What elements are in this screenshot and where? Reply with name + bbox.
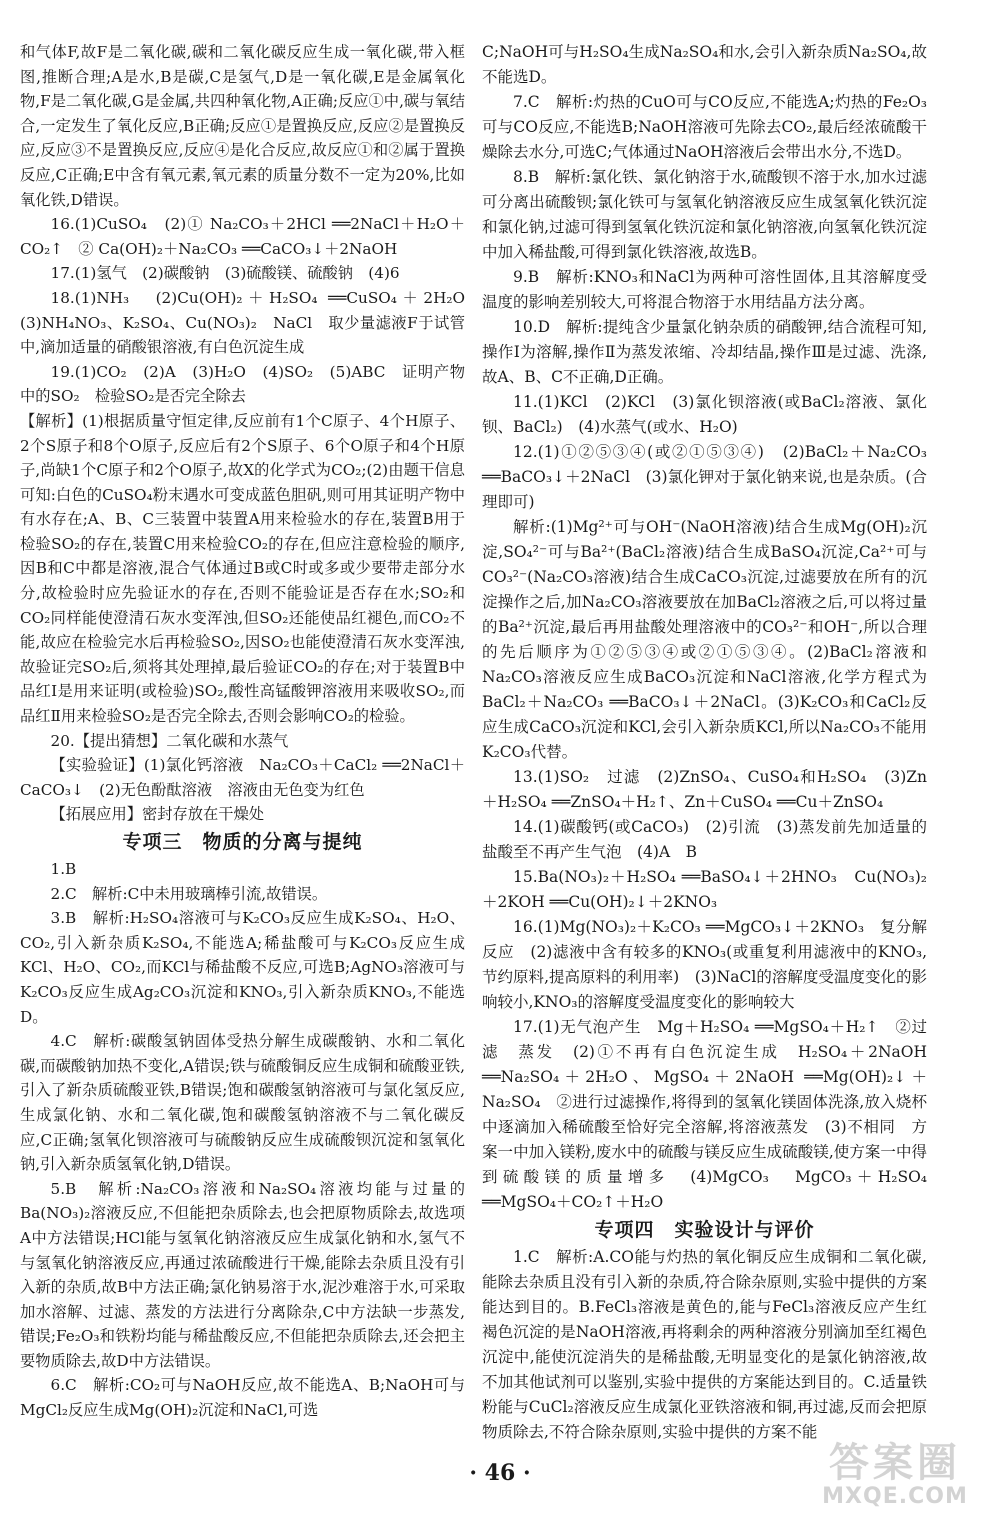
answer-paragraph: 4.C 解析:碳酸氢钠固体受热分解生成碳酸钠、水和二氧化碳,而碳酸钠加热不变化,A错误;铁与硫酸铜反应生成铜和硫酸亚铁,引入了新杂质硫酸亚铁,B错误;饱和碳酸氢钠溶液可与氯化氢反应,生成氯化钠、水和二氧化碳,饱和碳酸氢钠溶液不与二氧化碳反应,C正确;氢氧化钡溶液可与硫酸钠反应生成硫酸钡沉淀和氢氧化钠,引入新杂质氢氧化钠,D错误。 (20, 1032, 465, 1174)
answer-paragraph: 和气体F,故F是二氧化碳,碳和二氧化碳反应生成一氧化碳,带入框图,推断合理;A是水,B是碳,C是氢气,D是一氧化碳,E是金属氧化物,F是二氧化碳,G是金属,共四种氧化物,A正确;反应①中,碳与氧结合,一定发生了氧化反应,B正确;反应①是置换反应,反应②是置换反应,反应③不是置换反应,反应④是化合反应,故反应①和②属于置换反应,C正确;E中含有氧元素,氧元素的质量分数不一定为20%,比如氧化铁,D错误。 (20, 43, 465, 209)
answer-paragraph: 9.B 解析:KNO₃和NaCl为两种可溶性固体,且其溶解度受温度的影响差别较大,可将混合物溶于水用结晶方法分离。 (482, 268, 927, 311)
answer-paragraph: 10.D 解析:提纯含少量氯化钠杂质的硝酸钾,结合流程可知,操作Ⅰ为溶解,操作Ⅱ为蒸发浓缩、冷却结晶,操作Ⅲ是过滤、洗涤,故A、B、C不正确,D正确。 (482, 318, 927, 386)
answer-paragraph: 11.(1)KCl (2)KCl (3)氯化钡溶液(或BaCl₂溶液、氯化钡、BaCl₂) (4)水蒸气(或水、H₂O) (482, 393, 927, 436)
answer-paragraph: 1.C 解析:A.CO能与灼热的氧化铜反应生成铜和二氧化碳,能除去杂质且没有引入新的杂质,符合除杂原则,实验中提供的方案能达到目的。B.FeCl₃溶液是黄色的,能与FeCl₃溶液反应产生红褐色沉淀的是NaOH溶液,再将剩余的两种溶液分别滴加至红褐色沉淀中,能使沉淀消失的是稀盐酸,无明显变化的是氯化钠溶液,故不加其他试剂可以鉴别,实验中提供的方案能达到目的。C.适量铁粉能与CuCl₂溶液反应生成氯化亚铁溶液和铜,再过滤,反而会把原物质除去,不符合除杂原则,实验中提供的方案不能 (482, 1248, 927, 1441)
section-heading: 专项三 物质的分离与提纯 (122, 831, 363, 853)
answer-paragraph: C;NaOH可与H₂SO₄生成Na₂SO₄和水,会引入新杂质Na₂SO₄,故不能选D。 (482, 43, 927, 86)
answer-paragraph: 【解析】(1)根据质量守恒定律,反应前有1个C原子、4个H原子、2个S原子和8个O原子,反应后有2个S原子、6个O原子和4个H原子,尚缺1个C原子和2个O原子,故X的化学式为CO₂;(2)由题干信息可知:白色的CuSO₄粉末遇水可变成蓝色胆矾,则可用其证明产物中有水存在;A、B、C三装置中装置A用来检验水的存在,装置B用于检验SO₂的存在,装置C用来检验CO₂的存在,但应注意检验的顺序,因B和C中都是溶液,混合气体通过B或C时或多或少要带走部分水分,故检验时应先验证水的存在,否则不能验证是否存在水;SO₂和CO₂同样能使澄清石灰水变浑浊,但SO₂还能使品红褪色,而CO₂不能,故应在检验完水后再检验SO₂,因SO₂也能使澄清石灰水变浑浊,故验证完SO₂后,须将其处理掉,最后验证CO₂的存在;对于装置B中品红Ⅰ是用来证明(或检验)SO₂,酸性高锰酸钾溶液用来吸收SO₂,而品红Ⅱ用来检验SO₂是否完全除去,否则会影响CO₂的检验。 (20, 411, 465, 726)
answer-paragraph: 2.C 解析:C中未用玻璃棒引流,故错误。 (50, 884, 328, 903)
answer-paragraph: 7.C 解析:灼热的CuO可与CO反应,不能选A;灼热的Fe₂O₃可与CO反应,不能选B;NaOH溶液可先除去CO₂,最后经浓硫酸干燥除去水分,可选C;气体通过NaOH溶液后会带出水分,不选D。 (482, 93, 927, 161)
answer-paragraph: 5.B 解析:Na₂CO₃溶液和Na₂SO₄溶液均能与过量的Ba(NO₃)₂溶液反应,不但能把杂质除去,也会把原物质除去,故选项A中方法错误;HCl能与氢氧化钠溶液反应生成氯化钠和水,氢气不与氢氧化钠溶液反应,再通过浓硫酸进行干燥,能除去杂质且没有引入新的杂质,故B中方法正确;氯化钠易溶于水,泥沙难溶于水,可采取加水溶解、过滤、蒸发的方法进行分离除杂,C中方法缺一步蒸发,错误;Fe₂O₃和铁粉均能与稀盐酸反应,不但能把杂质除去,还会把主要物质除去,故D中方法错误。 (20, 1179, 465, 1370)
answer-paragraph: 8.B 解析:氯化铁、氯化钠溶于水,硫酸钡不溶于水,加水过滤可分离出硫酸钡;氯化铁可与氢氧化钠溶液反应生成氢氧化铁沉淀和氯化钠,过滤可得到氢氧化铁沉淀和氯化钠溶液,向氢氧化铁沉淀中加入稀盐酸,可得到氯化铁溶液,故选B。 (482, 168, 927, 261)
answer-paragraph: 12.(1)①②⑤③④(或②①⑤③④) (2)BaCl₂＋Na₂CO₃ ══BaCO₃↓＋2NaCl (3)氯化钾对于氯化钠来说,也是杂质。(合理即可) (482, 443, 927, 511)
answer-paragraph: 3.B 解析:H₂SO₄溶液可与K₂CO₃反应生成K₂SO₄、H₂O、CO₂,引入新杂质K₂SO₄,不能选A;稀盐酸可与K₂CO₃反应生成KCl、H₂O、CO₂,而KCl与稀盐酸不反应,可选B;AgNO₃溶液可与K₂CO₃反应生成Ag₂CO₃沉淀和KNO₃,引入新杂质KNO₃,不能选D。 (20, 909, 465, 1026)
section-heading: 专项四 实验设计与评价 (594, 1219, 815, 1241)
answer-paragraph: 解析:(1)Mg²⁺可与OH⁻(NaOH溶液)结合生成Mg(OH)₂沉淀,SO₄²⁻可与Ba²⁺(BaCl₂溶液)结合生成BaSO₄沉淀,Ca²⁺可与CO₃²⁻(Na₂CO₃溶液)结合生成CaCO₃沉淀,过滤要放在所有的沉淀操作之后,加Na₂CO₃溶液要放在加BaCl₂溶液之后,可以将过量的Ba²⁺沉淀,最后再用盐酸处理溶液中的CO₃²⁻和OH⁻,所以合理的先后顺序为①②⑤③④或②①⑤③④。(2)BaCl₂溶液和Na₂CO₃溶液反应生成BaCO₃沉淀和NaCl溶液,化学方程式为BaCl₂＋Na₂CO₃ ══BaCO₃↓＋2NaCl。(3)K₂CO₃和CaCl₂反应生成CaCO₃沉淀和KCl,会引入新杂质KCl,所以Na₂CO₃不能用K₂CO₃代替。 (482, 518, 927, 761)
answer-paragraph: 14.(1)碳酸钙(或CaCO₃) (2)引流 (3)蒸发前先加适量的盐酸至不再产生气泡 (4)A B (482, 818, 927, 861)
answer-paragraph: 18.(1)NH₃ (2)Cu(OH)₂＋H₂SO₄ ══CuSO₄＋2H₂O (3)NH₄NO₃、K₂SO₄、Cu(NO₃)₂ NaCl 取少量滤液F于试管中,滴加适量的硝酸银溶液,有白色沉淀生成 (20, 288, 481, 357)
watermark-logo (800, 1440, 990, 1516)
answer-paragraph: 16.(1)Mg(NO₃)₂＋K₂CO₃ ══MgCO₃↓＋2KNO₃ 复分解反应 (2)滤液中含有较多的KNO₃(或重复利用滤液中的KNO₃,节约原料,提高原料的利用率) (3)NaCl的溶解度受温度变化的影响较小,KNO₃的溶解度受温度变化的影响较大 (482, 918, 927, 1011)
right-column (482, 40, 927, 1445)
answer-paragraph: 15.Ba(NO₃)₂＋H₂SO₄ ══BaSO₄↓＋2HNO₃ Cu(NO₃)₂＋2KOH ══Cu(OH)₂↓＋2KNO₃ (482, 868, 927, 911)
answer-paragraph: 1.B (50, 860, 77, 878)
page-number: · 46 · (469, 1460, 531, 1486)
left-column (20, 40, 481, 1423)
answer-paragraph: 13.(1)SO₂ 过滤 (2)ZnSO₄、CuSO₄和H₂SO₄ (3)Zn＋H₂SO₄ ══ZnSO₄＋H₂↑、Zn＋CuSO₄ ══Cu＋ZnSO₄ (482, 768, 927, 811)
watermark-url: MXQE.COM (822, 1484, 968, 1509)
answer-paragraph: 17.(1)氢气 (2)碳酸钠 (3)硫酸镁、硫酸钠 (4)6 (50, 264, 400, 283)
answer-paragraph: 16.(1)CuSO₄ (2)① Na₂CO₃＋2HCl ══2NaCl＋H₂O＋CO₂↑ ② Ca(OH)₂＋Na₂CO₃ ══CaCO₃↓＋2NaOH (20, 215, 465, 258)
answer-paragraph: 【拓展应用】密封存放在干燥处 (50, 805, 264, 824)
answer-paragraph: 6.C 解析:CO₂可与NaOH反应,故不能选A、B;NaOH可与MgCl₂反应生成Mg(OH)₂沉淀和NaCl,可选 (20, 1376, 465, 1420)
answer-paragraph: 19.(1)CO₂ (2)A (3)H₂O (4)SO₂ (5)ABC 证明产物中的SO₂ 检验SO₂是否完全除去 (20, 362, 465, 406)
answer-paragraph: 20.【提出猜想】二氧化碳和水蒸气 (50, 731, 289, 750)
answer-paragraph: 【实验验证】(1)氯化钙溶液 Na₂CO₃＋CaCl₂ ══2NaCl＋CaCO₃↓ (2)无色酚酞溶液 溶液由无色变为红色 (20, 756, 465, 799)
watermark-logo-text: 答案圈 (829, 1440, 961, 1486)
answer-paragraph: 17.(1)无气泡产生 Mg＋H₂SO₄ ══MgSO₄＋H₂↑ ②过滤 蒸发 (2)①不再有白色沉淀生成 H₂SO₄＋2NaOH ══Na₂SO₄＋2H₂O、MgSO₄＋2NaOH ══Mg(OH)₂↓＋Na₂SO₄ ②进行过滤操作,将得到的氢氧化镁固体洗涤,放入烧杯中逐滴加入稀硫酸至恰好完全溶解,将溶液蒸发 (3)不相同 方案一中加入镁粉,废水中的硫酸与镁反应生成硫酸镁,使方案一中得到硫酸镁的质量增多 (4)MgCO₃ MgCO₃＋H₂SO₄ ══MgSO₄＋CO₂↑＋H₂O (482, 1018, 927, 1211)
